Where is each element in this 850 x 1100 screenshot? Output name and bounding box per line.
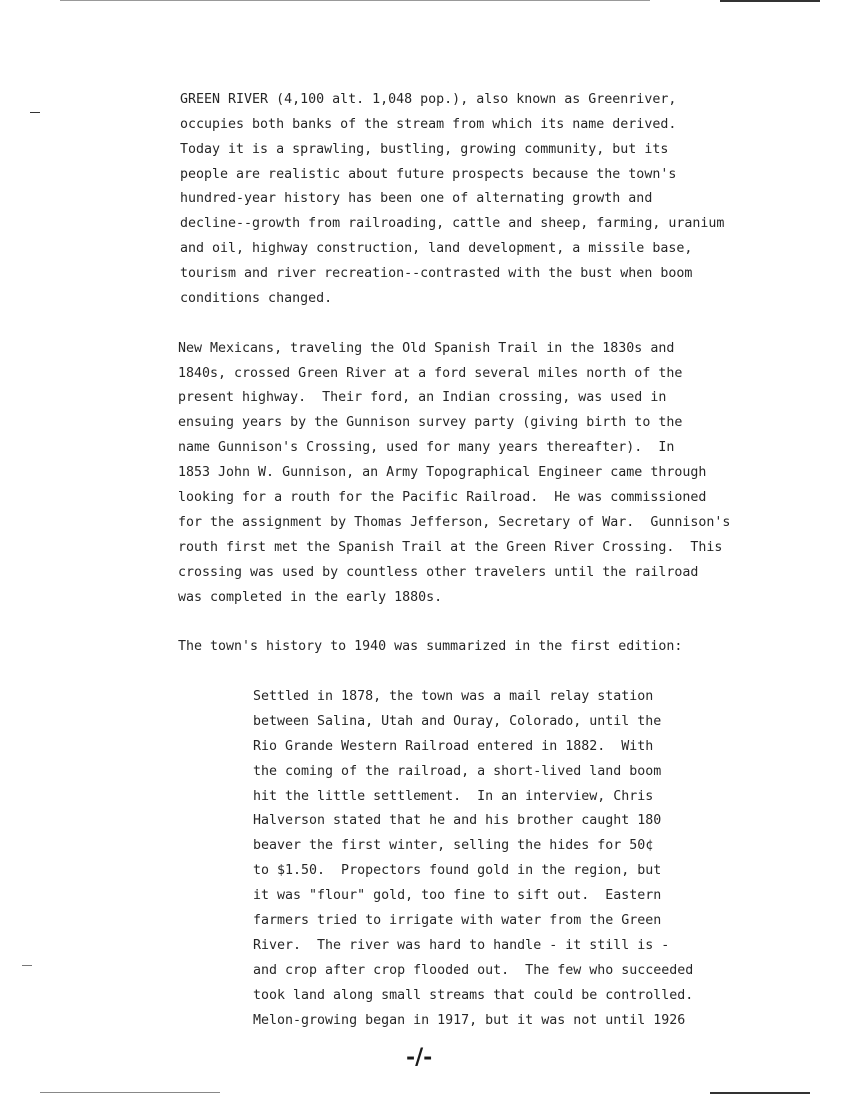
quote-line-8: to $1.50. Propectors found gold in the region, but	[253, 863, 662, 878]
p1-line-7: and oil, highway construction, land development, a missile base,	[180, 241, 693, 256]
p2-line-8: for the assignment by Thomas Jefferson, Secretary of War. Gunnison's	[178, 515, 731, 530]
quote-line-12: and crop after crop flooded out. The few who succeeded	[253, 963, 694, 978]
quote-line-1: Settled in 1878, the town was a mail relay station	[253, 689, 654, 704]
p1-line-6: decline--growth from railroading, cattle and sheep, farming, uranium	[180, 216, 725, 231]
p2-line-4: ensuing years by the Gunnison survey party (giving birth to the	[178, 415, 683, 430]
quote-line-6: Halverson stated that he and his brother caught 180	[253, 813, 662, 828]
p1-line-1: GREEN RIVER (4,100 alt. 1,048 pop.), also known as Greenriver,	[180, 92, 677, 107]
p2-line-10: crossing was used by countless other travelers until the railroad	[178, 565, 699, 580]
page-number: -/-	[406, 1044, 433, 1070]
p1-line-3: Today it is a sprawling, bustling, growing community, but its	[180, 142, 669, 157]
scan-mark-top	[60, 0, 650, 1]
scan-mark-bottom-right	[710, 1092, 810, 1094]
p1-line-2: occupies both banks of the stream from which its name derived.	[180, 117, 677, 132]
scan-mark-left-2	[22, 965, 32, 966]
p2-line-1: New Mexicans, traveling the Old Spanish Trail in the 1830s and	[178, 341, 675, 356]
p1-line-9: conditions changed.	[180, 291, 333, 306]
p2-line-2: 1840s, crossed Green River at a ford several miles north of the	[178, 366, 683, 381]
quote-line-5: hit the little settlement. In an interview, Chris	[253, 789, 654, 804]
scan-mark-top-right	[720, 0, 820, 2]
p1-line-8: tourism and river recreation--contrasted with the bust when boom	[180, 266, 693, 281]
p3-line-1: The town's history to 1940 was summarized in the first edition:	[178, 639, 683, 654]
quote-line-11: River. The river was hard to handle - it still is -	[253, 938, 670, 953]
quote-line-2: between Salina, Utah and Ouray, Colorado, until the	[253, 714, 662, 729]
scan-mark-bottom	[40, 1092, 220, 1093]
p2-line-9: routh first met the Spanish Trail at the Green River Crossing. This	[178, 540, 723, 555]
quote-line-9: it was "flour" gold, too fine to sift out. Eastern	[253, 888, 662, 903]
p1-line-5: hundred-year history has been one of alternating growth and	[180, 191, 653, 206]
quote-line-7: beaver the first winter, selling the hides for 50¢	[253, 838, 654, 853]
quote-line-14: Melon-growing began in 1917, but it was not until 1926	[253, 1013, 686, 1028]
quote-line-13: took land along small streams that could be controlled.	[253, 988, 694, 1003]
p2-line-7: looking for a routh for the Pacific Railroad. He was commissioned	[178, 490, 707, 505]
scan-mark-left-1	[30, 112, 40, 113]
p2-line-5: name Gunnison's Crossing, used for many years thereafter). In	[178, 440, 675, 455]
p2-line-3: present highway. Their ford, an Indian crossing, was used in	[178, 390, 667, 405]
p2-line-6: 1853 John W. Gunnison, an Army Topographical Engineer came through	[178, 465, 707, 480]
p2-line-11: was completed in the early 1880s.	[178, 590, 443, 605]
quote-line-4: the coming of the railroad, a short-lived land boom	[253, 764, 662, 779]
quote-line-10: farmers tried to irrigate with water from the Green	[253, 913, 662, 928]
p1-line-4: people are realistic about future prospects because the town's	[180, 167, 677, 182]
quote-line-3: Rio Grande Western Railroad entered in 1882. With	[253, 739, 654, 754]
